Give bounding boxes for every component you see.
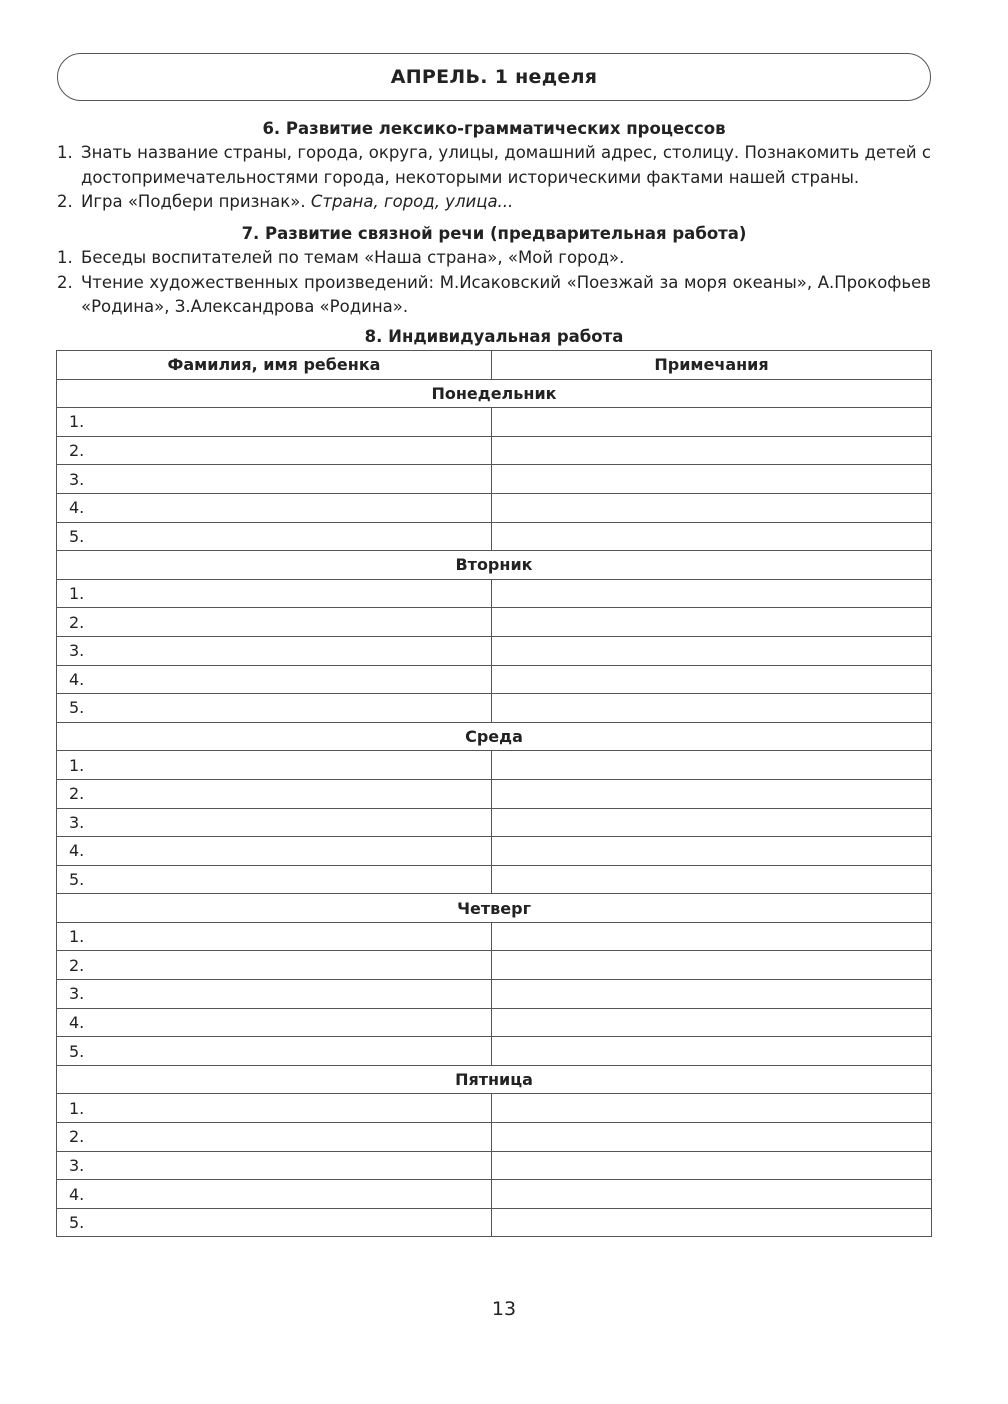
table-row [57,493,932,522]
notes-cell[interactable] [492,1008,932,1037]
child-name-cell[interactable]: 2. [57,608,492,637]
child-name-cell[interactable]: 1. [57,579,492,608]
notes-cell[interactable] [492,922,932,951]
day-row [57,722,932,751]
list-item-number: 2. [57,272,73,292]
child-name-cell[interactable]: 1. [57,1094,492,1123]
list-item-number: 1. [57,143,73,162]
list-item-number: 1. [57,248,73,267]
list-item-text: Игра «Подбери признак». [81,192,306,211]
child-name-cell[interactable]: 3. [57,1151,492,1180]
section-title-individual-work: 8. Индивидуальная работа [364,327,624,346]
day-label: Четверг [57,894,932,923]
child-name-cell[interactable]: 3. [57,465,492,494]
list-item [57,271,931,320]
individual-work-table [56,350,932,1237]
table-row [57,608,932,637]
day-row [57,894,932,923]
notes-cell[interactable] [492,1151,932,1180]
child-name-cell[interactable]: 4. [57,837,492,866]
table-row [57,522,932,551]
notes-cell[interactable] [492,665,932,694]
list-item-text: Знать название страны, города, округа, улицы, домашний адрес, столицу. Познакомить детей с достопримечательностями города, некоторыми историческими фактами нашей страны. [81,143,931,187]
list-item-number: 2. [57,192,73,211]
table-row [57,951,932,980]
table-row [57,636,932,665]
notes-cell[interactable] [492,493,932,522]
notes-cell[interactable] [492,608,932,637]
child-name-cell[interactable]: 2. [57,779,492,808]
child-name-cell[interactable]: 3. [57,808,492,837]
day-label: Среда [57,722,932,751]
notes-cell[interactable] [492,694,932,723]
table-body [57,379,932,1237]
child-name-cell[interactable]: 5. [57,1037,492,1066]
notes-cell[interactable] [492,1180,932,1209]
child-name-cell[interactable]: 5. [57,865,492,894]
child-name-cell[interactable]: 4. [57,1008,492,1037]
notes-cell[interactable] [492,751,932,780]
table-header-row [57,351,932,380]
list-item-text: Чтение художественных произведений: М.Исаковский «Поезжай за моря океаны», А.Прокофьев «Родина», З.Александрова «Родина». [81,272,931,316]
notes-cell[interactable] [492,837,932,866]
list-item-content [81,190,931,215]
page-title-box [57,53,931,101]
page-number: 13 [491,1298,517,1320]
notes-cell[interactable] [492,951,932,980]
notes-cell[interactable] [492,579,932,608]
day-label: Вторник [57,551,932,580]
notes-cell[interactable] [492,522,932,551]
list-item [57,141,931,190]
table-row [57,579,932,608]
column-header-notes: Примечания [492,351,932,380]
table-row [57,694,932,723]
list-item [57,246,931,271]
child-name-cell[interactable]: 5. [57,694,492,723]
notes-cell[interactable] [492,465,932,494]
child-name-cell[interactable]: 1. [57,922,492,951]
table-row [57,779,932,808]
table-row [57,1008,932,1037]
child-name-cell[interactable]: 2. [57,1123,492,1152]
day-row [57,551,932,580]
table-row [57,751,932,780]
table-row [57,665,932,694]
table-row [57,922,932,951]
table-row [57,1123,932,1152]
child-name-cell[interactable]: 2. [57,951,492,980]
notes-cell[interactable] [492,1208,932,1237]
notes-cell[interactable] [492,808,932,837]
table-row [57,436,932,465]
notes-cell[interactable] [492,865,932,894]
table-row [57,1208,932,1237]
section-title: 7. Развитие связной речи (предварительная работа) [241,224,747,243]
table-row [57,808,932,837]
child-name-cell[interactable]: 1. [57,408,492,437]
column-header-child-name: Фамилия, имя ребенка [57,351,492,380]
table-row [57,1037,932,1066]
notes-cell[interactable] [492,1037,932,1066]
notes-cell[interactable] [492,980,932,1009]
day-row [57,379,932,408]
list-item-text: Беседы воспитателей по темам «Наша страна», «Мой город». [81,248,625,267]
notes-cell[interactable] [492,779,932,808]
table-row [57,865,932,894]
day-label: Пятница [57,1065,932,1094]
table-row [57,1180,932,1209]
day-row [57,1065,932,1094]
table-row [57,465,932,494]
list-item-italic-text: Страна, город, улица... [310,192,514,211]
table-row [57,837,932,866]
child-name-cell[interactable]: 4. [57,493,492,522]
child-name-cell[interactable]: 3. [57,636,492,665]
child-name-cell[interactable]: 5. [57,1208,492,1237]
child-name-cell[interactable]: 1. [57,751,492,780]
section-lexical-grammar [57,117,931,215]
notes-cell[interactable] [492,408,932,437]
section-coherent-speech [57,222,931,320]
child-name-cell[interactable]: 5. [57,522,492,551]
notes-cell[interactable] [492,436,932,465]
table-row [57,1151,932,1180]
page-title: АПРЕЛЬ. 1 неделя [390,66,598,88]
notes-cell[interactable] [492,1123,932,1152]
section-title: 6. Развитие лексико-грамматических процессов [262,119,726,138]
list-item [57,190,931,215]
notes-cell[interactable] [492,1094,932,1123]
table-row [57,980,932,1009]
child-name-cell[interactable]: 3. [57,980,492,1009]
table-row [57,1094,932,1123]
day-label: Понедельник [57,379,932,408]
child-name-cell[interactable]: 4. [57,1180,492,1209]
child-name-cell[interactable]: 4. [57,665,492,694]
notes-cell[interactable] [492,636,932,665]
child-name-cell[interactable]: 2. [57,436,492,465]
table-row [57,408,932,437]
